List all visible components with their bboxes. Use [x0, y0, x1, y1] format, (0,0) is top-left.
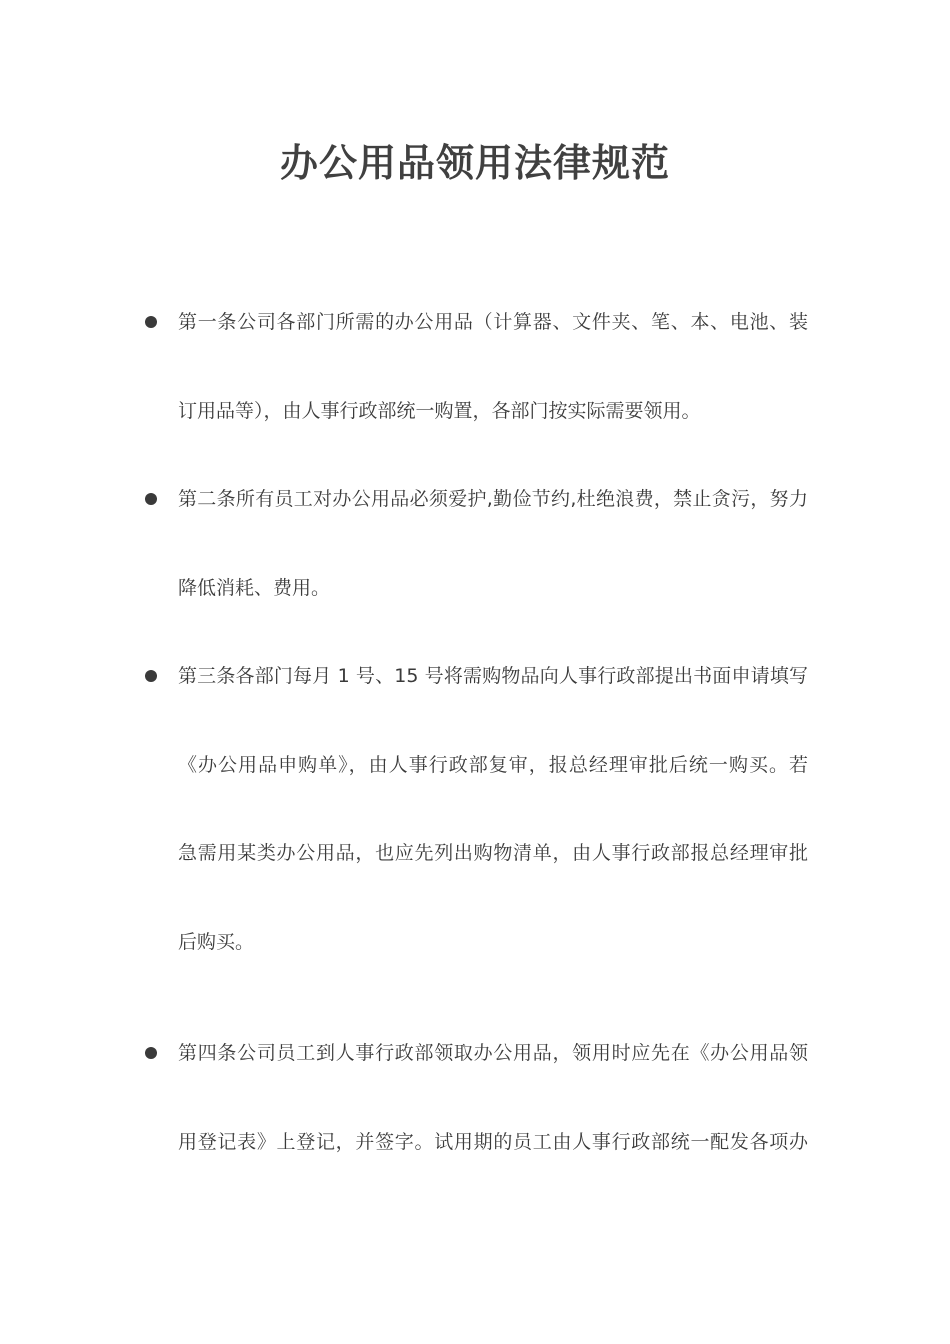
- article-line: 《办公用品申购单》，由人事行政部复审，报总经理审批后统一购买。若: [178, 753, 808, 776]
- document-title: 办公用品领用法律规范: [279, 141, 670, 185]
- article-line: 降低消耗、费用。: [178, 576, 331, 599]
- bullet-icon: [145, 493, 157, 505]
- article-line: 用登记表》上登记，并签字。试用期的员工由人事行政部统一配发各项办: [178, 1130, 808, 1153]
- article-text: [178, 632, 808, 986]
- article-line: 订用品等），由人事行政部统一购置，各部门按实际需要领用。: [178, 399, 701, 422]
- article-line: 急需用某类办公用品，也应先列出购物清单，由人事行政部报总经理审批: [178, 842, 808, 864]
- article-line: 第二条所有员工对办公用品必须爱护,勤俭节约,杜绝浪费，禁止贪污，努力: [178, 488, 808, 510]
- article-line: 第四条公司员工到人事行政部领取办公用品，领用时应先在《办公用品领: [178, 1042, 808, 1064]
- article-text: [178, 278, 808, 455]
- bullet-icon: [145, 670, 157, 682]
- article-text: [178, 455, 808, 632]
- bullet-icon: [145, 1047, 157, 1059]
- bullet-icon: [145, 316, 157, 328]
- article-line: 后购买。: [178, 930, 255, 953]
- article-line: 第三条各部门每月 1 号、15 号将需购物品向人事行政部提出书面申请填写: [178, 665, 808, 687]
- article-line: 第一条公司各部门所需的办公用品（计算器、文件夹、笔、本、电池、装: [178, 311, 808, 333]
- article-text: [178, 1009, 808, 1186]
